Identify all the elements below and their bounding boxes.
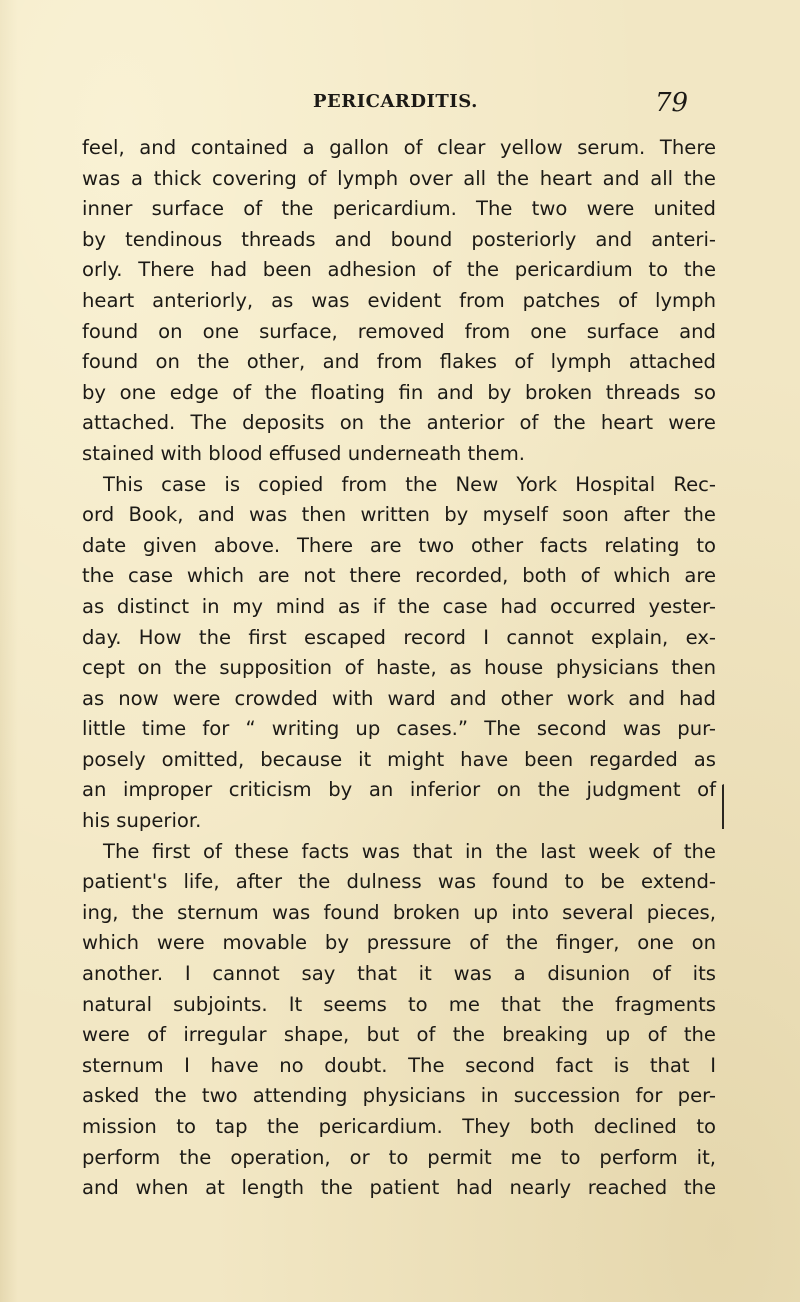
text-line: feel, and contained a gallon of clear yellow serum. There [82, 136, 716, 159]
text-line: found on one surface, removed from one surface and [82, 319, 716, 343]
text-line: posely omitted, because it might have been regarded as [82, 747, 716, 771]
margin-bracket-mark [719, 784, 724, 829]
text-line: found on the other, and from flakes of lymph attached [82, 350, 716, 374]
text-line: as distinct in my mind as if the case had occurred yester- [82, 594, 716, 618]
page-header [0, 88, 800, 124]
text-line: asked the two attending physicians in succession for per- [82, 1084, 716, 1108]
text-line: orly. There had been adhesion of the pericardium to the [82, 258, 716, 282]
text-line: date given above. There are two other facts relating to [82, 533, 716, 557]
text-line: sternum I have no doubt. The second fact is that I [82, 1053, 716, 1077]
text-line: cept on the supposition of haste, as house physicians then [82, 656, 716, 680]
text-line: by one edge of the floating fin and by broken threads so [82, 380, 716, 404]
text-line: which were movable by pressure of the finger, one on [82, 931, 716, 955]
text-line: and when at length the patient had nearly reached the [82, 1176, 716, 1200]
text-line: patient's life, after the dulness was found to be extend- [82, 870, 716, 894]
paragraph-start-line: The first of these facts was that in the last week of the [103, 839, 716, 863]
running-head: PERICARDITIS. [313, 91, 478, 112]
text-line: stained with blood effused underneath them. [82, 441, 526, 465]
text-line: perform the operation, or to permit me to perform it, [82, 1145, 716, 1169]
text-line: day. How the first escaped record I cannot explain, ex- [82, 625, 716, 649]
text-line: by tendinous threads and bound posteriorly and anteri- [82, 227, 716, 251]
text-line: his superior. [82, 809, 202, 833]
text-line: the case which are not there recorded, both of which are [82, 564, 716, 588]
text-line: natural subjoints. It seems to me that the fragments [82, 992, 716, 1016]
paragraph-start-line: This case is copied from the New York Hospital Rec- [103, 472, 716, 496]
text-line: heart anteriorly, as was evident from patches of lymph [82, 288, 716, 312]
text-line: another. I cannot say that it was a disunion of its [82, 962, 716, 986]
page-number: 79 [655, 88, 689, 118]
text-line: little time for “ writing up cases.” The second was pur- [82, 717, 716, 741]
body-text [82, 133, 716, 1204]
text-line: were of irregular shape, but of the breaking up of the [82, 1023, 716, 1047]
text-line: inner surface of the pericardium. The two were united [82, 197, 716, 221]
text-line: mission to tap the pericardium. They both declined to [82, 1115, 716, 1138]
text-line: attached. The deposits on the anterior of the heart were [82, 411, 716, 435]
text-line: as now were crowded with ward and other work and had [82, 686, 716, 710]
text-line: ing, the sternum was found broken up into several pieces, [82, 900, 716, 924]
text-line: was a thick covering of lymph over all the heart and all the [82, 166, 716, 190]
text-line: ord Book, and was then written by myself soon after the [82, 503, 716, 527]
text-line: an improper criticism by an inferior on the judgment of [82, 778, 716, 802]
